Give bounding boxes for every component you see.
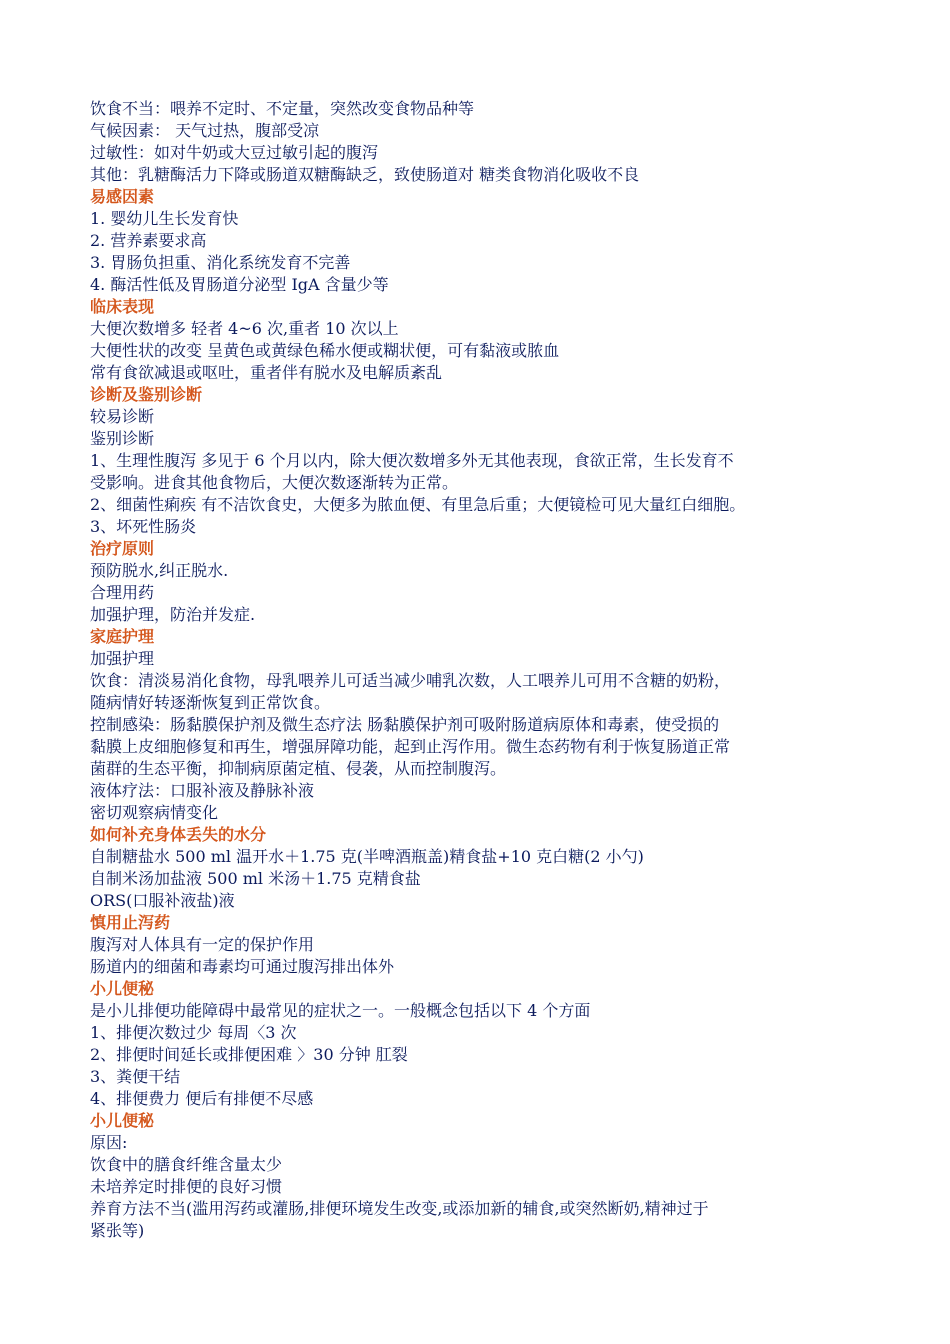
section-heading: 家庭护理 — [90, 627, 155, 646]
text-line: 受影响。进食其他食物后，大便次数逐渐转为正常。 — [90, 473, 459, 492]
text-line: 液体疗法：口服补液及静脉补液 — [90, 781, 315, 800]
text-line: 饮食中的膳食纤维含量太少 — [90, 1155, 283, 1174]
document-page — [90, 98, 890, 1242]
text-line: 4. 酶活性低及胃肠道分泌型 IgA 含量少等 — [90, 275, 389, 294]
text-line: 自制糖盐水 500 ml 温开水＋1.75 克(半啤酒瓶盖)精食盐+10 克白糖(2 小勺) — [90, 847, 644, 866]
text-line: 1、排便次数过少 每周〈3 次 — [90, 1023, 297, 1042]
section-heading: 如何补充身体丢失的水分 — [90, 825, 267, 844]
text-line: 2. 营养素要求高 — [90, 231, 207, 250]
text-line: 3、粪便干结 — [90, 1067, 181, 1086]
text-line: 饮食不当：喂养不定时、不定量，突然改变食物品种等 — [90, 99, 475, 118]
text-line: 随病情好转逐渐恢复到正常饮食。 — [90, 693, 331, 712]
text-line: 肠道内的细菌和毒素均可通过腹泻排出体外 — [90, 957, 395, 976]
text-line: 合理用药 — [90, 583, 155, 602]
text-line: 2、细菌性痢疾 有不洁饮食史，大便多为脓血便、有里急后重；大便镜检可见大量红白细胞。 — [90, 495, 746, 514]
text-line: 原因: — [90, 1133, 128, 1152]
text-line: 1. 婴幼儿生长发育快 — [90, 209, 239, 228]
text-line: 黏膜上皮细胞修复和再生，增强屏障功能，起到止泻作用。微生态药物有利于恢复肠道正常 — [90, 737, 731, 756]
text-line: 未培养定时排便的良好习惯 — [90, 1177, 283, 1196]
text-line: 控制感染：肠黏膜保护剂及微生态疗法 肠黏膜保护剂可吸附肠道病原体和毒素，使受损的 — [90, 715, 720, 734]
text-line: 菌群的生态平衡，抑制病原菌定植、侵袭，从而控制腹泻。 — [90, 759, 507, 778]
text-line: 加强护理，防治并发症. — [90, 605, 256, 624]
text-line: 4、排便费力 便后有排便不尽感 — [90, 1089, 314, 1108]
section-heading: 小儿便秘 — [90, 979, 155, 998]
text-line: 2、排便时间延长或排便困难 〉30 分钟 肛裂 — [90, 1045, 408, 1064]
text-line: 3. 胃肠负担重、消化系统发育不完善 — [90, 253, 351, 272]
text-line: 是小儿排便功能障碍中最常见的症状之一。一般概念包括以下 4 个方面 — [90, 1001, 591, 1020]
section-heading: 治疗原则 — [90, 539, 155, 558]
text-line: 1、生理性腹泻 多见于 6 个月以内，除大便次数增多外无其他表现，食欲正常，生长发育不 — [90, 451, 734, 470]
section-heading: 临床表现 — [90, 297, 155, 316]
text-line: 过敏性：如对牛奶或大豆过敏引起的腹泻 — [90, 143, 379, 162]
text-line: 3、坏死性肠炎 — [90, 517, 197, 536]
section-heading: 易感因素 — [90, 187, 155, 206]
text-line: 饮食：清淡易消化食物，母乳喂养儿可适当减少哺乳次数，人工喂养儿可用不含糖的奶粉， — [90, 671, 731, 690]
text-line: 气候因素： 天气过热，腹部受凉 — [90, 121, 320, 140]
text-line: 较易诊断 — [90, 407, 155, 426]
text-line: 其他：乳糖酶活力下降或肠道双糖酶缺乏，致使肠道对 糖类食物消化吸收不良 — [90, 165, 640, 184]
text-line: 腹泻对人体具有一定的保护作用 — [90, 935, 315, 954]
section-heading: 诊断及鉴别诊断 — [90, 385, 203, 404]
text-line: 紧张等) — [90, 1221, 145, 1240]
text-line: ORS(口服补液盐)液 — [90, 891, 235, 910]
text-line: 养育方法不当(滥用泻药或灌肠,排便环境发生改变,或添加新的辅食,或突然断奶,精神过于 — [90, 1199, 709, 1218]
text-line: 常有食欲减退或呕吐，重者伴有脱水及电解质紊乱 — [90, 363, 443, 382]
text-line: 自制米汤加盐液 500 ml 米汤＋1.75 克精食盐 — [90, 869, 421, 888]
text-line: 加强护理 — [90, 649, 155, 668]
text-line: 鉴别诊断 — [90, 429, 155, 448]
text-line: 大便性状的改变 呈黄色或黄绿色稀水便或糊状便，可有黏液或脓血 — [90, 341, 560, 360]
text-line: 密切观察病情变化 — [90, 803, 219, 822]
section-heading: 小儿便秘 — [90, 1111, 155, 1130]
text-line: 大便次数增多 轻者 4~6 次,重者 10 次以上 — [90, 319, 399, 338]
section-heading: 慎用止泻药 — [90, 913, 171, 932]
text-line: 预防脱水,纠正脱水. — [90, 561, 229, 580]
